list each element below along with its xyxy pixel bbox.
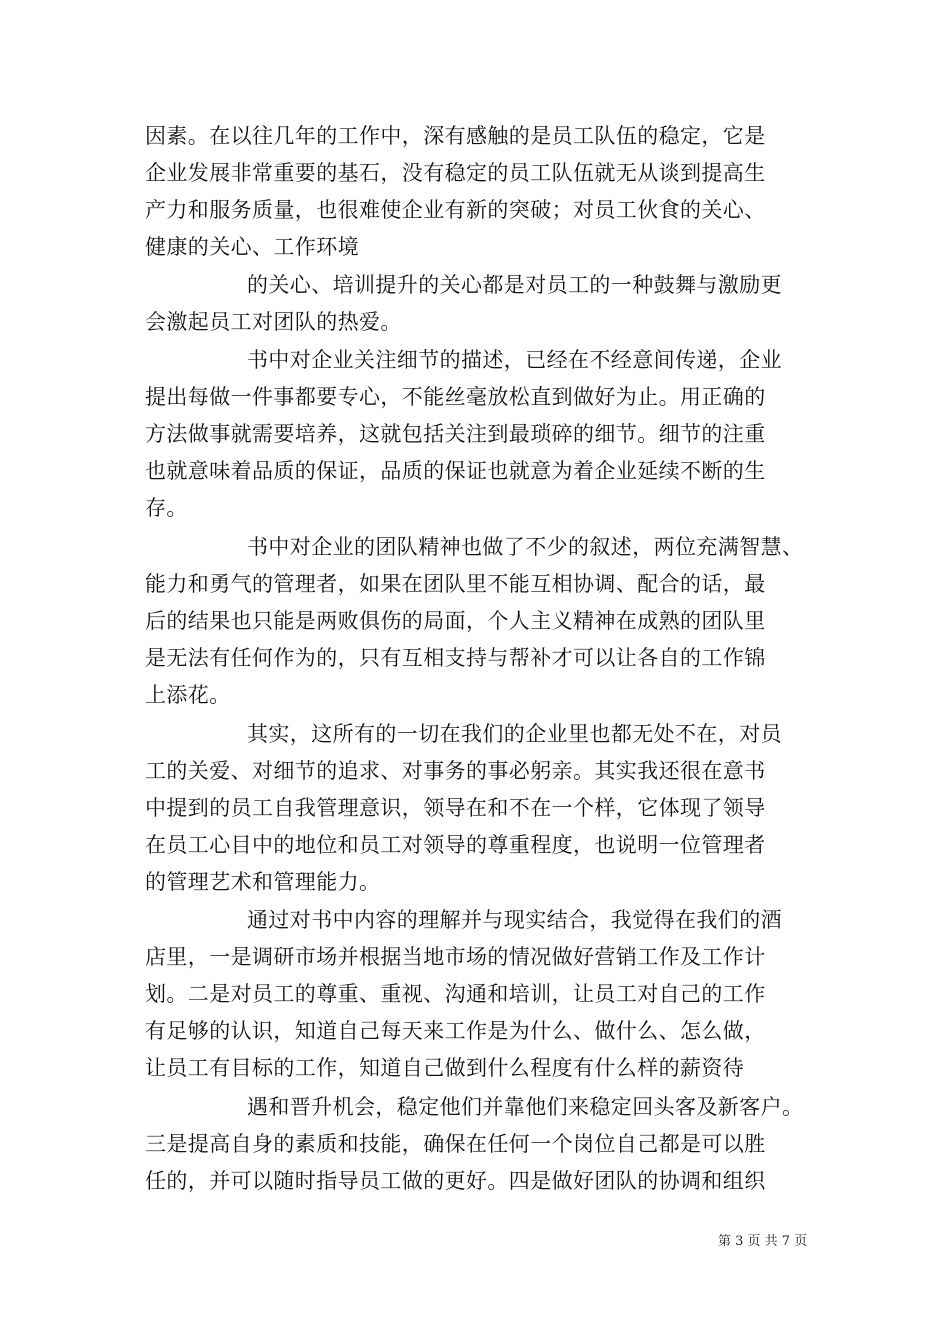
text-line: 中提到的员工自我管理意识，领导在和不在一个样，它体现了领导 (145, 796, 766, 820)
text-line: 其实，这所有的一切在我们的企业里也都无处不在，对员 (247, 722, 782, 746)
text-line: 遇和晋升机会，稳定他们并靠他们来稳定回头客及新客户。 (247, 1095, 804, 1119)
text-line: 存。 (145, 496, 188, 520)
text-line: 会激起员工对团队的热爱。 (145, 310, 402, 334)
text-line: 划。二是对员工的尊重、重视、沟通和培训，让员工对自己的工作 (145, 982, 766, 1006)
text-line: 能力和勇气的管理者，如果在团队里不能互相协调、配合的话，最 (145, 572, 766, 596)
text-line: 通过对书中内容的理解并与现实结合，我觉得在我们的酒 (247, 908, 782, 932)
text-line: 让员工有目标的工作，知道自己做到什么程度有什么样的薪资待 (145, 1056, 745, 1080)
text-line: 是无法有任何作为的，只有互相支持与帮补才可以让各自的工作锦 (145, 646, 766, 670)
text-line: 书中对企业的团队精神也做了不少的叙述，两位充满智慧、 (247, 535, 804, 559)
text-line: 也就意味着品质的保证，品质的保证也就意为着企业延续不断的生 (145, 459, 766, 483)
text-line: 后的结果也只能是两败俱伤的局面，个人主义精神在成熟的团队里 (145, 609, 766, 633)
text-line: 因素。在以往几年的工作中，深有感触的是员工队伍的稳定，它是 (145, 124, 766, 148)
text-line: 店里，一是调研市场并根据当地市场的情况做好营销工作及工作计 (145, 945, 766, 969)
text-line: 健康的关心、工作环境 (145, 235, 359, 259)
text-line: 的关心、培训提升的关心都是对员工的一种鼓舞与激励更 (247, 273, 782, 297)
text-line: 任的，并可以随时指导员工做的更好。四是做好团队的协调和组织 (145, 1169, 766, 1193)
text-line: 提出每做一件事都要专心，不能丝毫放松直到做好为止。用正确的 (145, 385, 766, 409)
text-line: 三是提高自身的素质和技能，确保在任何一个岗位自己都是可以胜 (145, 1132, 766, 1156)
text-line: 书中对企业关注细节的描述，已经在不经意间传递，企业 (247, 348, 782, 372)
text-line: 产力和服务质量，也很难使企业有新的突破；对员工伙食的关心、 (145, 198, 766, 222)
page-number: 第 3 页 共 7 页 (718, 1234, 808, 1249)
text-line: 方法做事就需要培养，这就包括关注到最琐碎的细节。细节的注重 (145, 422, 766, 446)
text-line: 的管理艺术和管理能力。 (145, 870, 381, 894)
text-line: 在员工心目中的地位和员工对领导的尊重程度，也说明一位管理者 (145, 833, 766, 857)
text-line: 工的关爱、对细节的追求、对事务的事必躬亲。其实我还很在意书 (145, 759, 766, 783)
text-line: 上添花。 (145, 683, 231, 707)
text-line: 有足够的认识，知道自己每天来工作是为什么、做什么、怎么做， (145, 1019, 766, 1043)
text-line: 企业发展非常重要的基石，没有稳定的员工队伍就无从谈到提高生 (145, 161, 766, 185)
